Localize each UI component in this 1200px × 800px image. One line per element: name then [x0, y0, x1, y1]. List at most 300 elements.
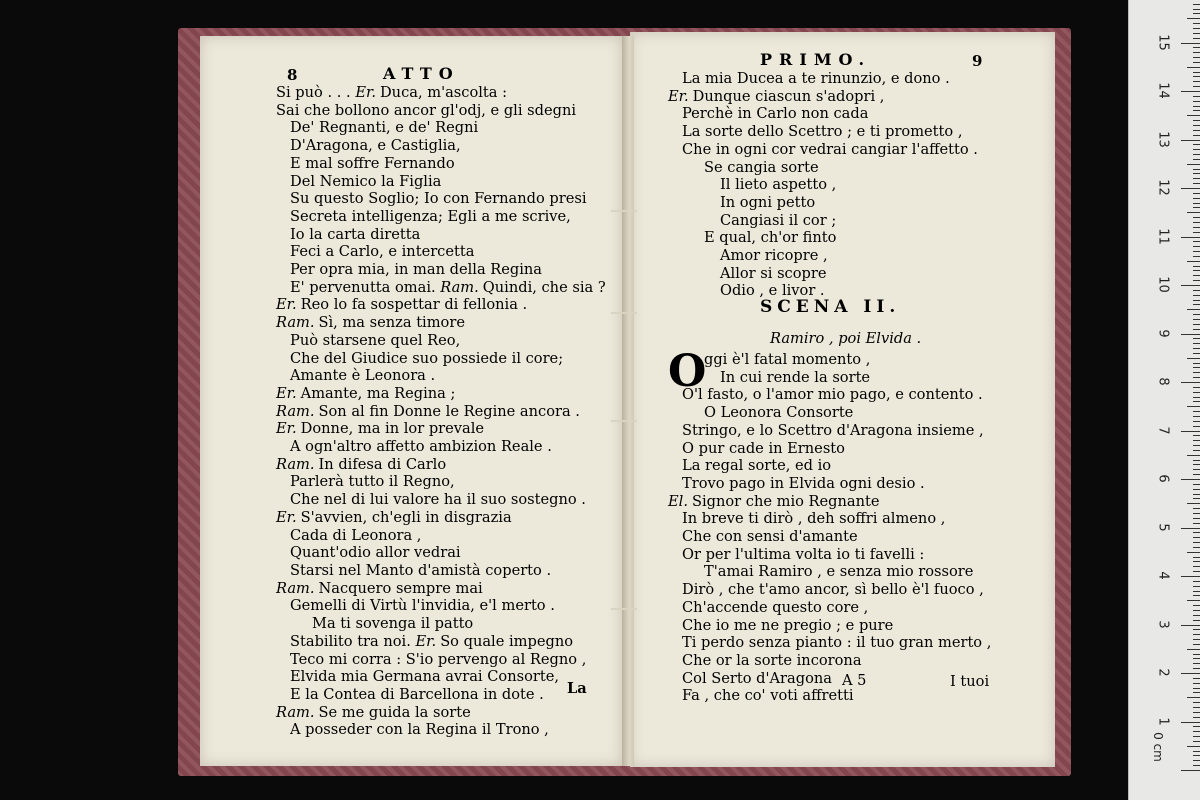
book-gutter — [622, 36, 634, 766]
ruler-tick — [1193, 668, 1200, 669]
ruler-tick — [1193, 557, 1200, 558]
speaker-label: Er. — [276, 420, 297, 438]
ruler-tick — [1187, 67, 1200, 68]
ruler-tick — [1193, 319, 1200, 320]
binding-stitch — [611, 420, 637, 422]
text-line — [276, 403, 606, 421]
ruler-tick — [1193, 275, 1200, 276]
right-page-text-bottom — [668, 346, 992, 705]
ruler-tick — [1187, 18, 1200, 19]
ruler-tick — [1193, 178, 1200, 179]
line-text: Su questo Soglio; Io con Fernando presi — [290, 190, 587, 208]
line-text: A posseder con la Regina il Trono , — [290, 721, 549, 739]
ruler-unit-label: 0 cm — [1150, 732, 1165, 762]
ruler-tick — [1193, 542, 1200, 543]
ruler-tick — [1193, 658, 1200, 659]
ruler-tick — [1193, 654, 1200, 655]
ruler-number: 4 — [1155, 571, 1171, 580]
ruler-tick — [1193, 173, 1200, 174]
ruler-tick — [1193, 4, 1200, 5]
ruler-tick — [1193, 639, 1200, 640]
ruler-tick — [1193, 135, 1200, 136]
ruler-tick — [1193, 571, 1200, 572]
line-text: Che in ogni cor vedrai cangiar l'affetto . — [682, 140, 978, 158]
text-line — [276, 633, 606, 651]
ruler-tick — [1187, 503, 1200, 504]
ruler-tick — [1193, 537, 1200, 538]
left-catchword: La — [567, 680, 587, 697]
right-running-head: PRIMO. — [760, 50, 872, 69]
ruler-tick — [1193, 367, 1200, 368]
text-line — [276, 385, 606, 403]
right-page-text-top — [668, 70, 978, 300]
speaker-label: El. — [668, 492, 688, 510]
line-text: Parlerà tutto il Regno, — [290, 473, 455, 491]
right-catchword: I tuoi — [950, 673, 990, 690]
line-text: S'avvien, ch'egli in disgrazia — [300, 508, 512, 526]
ruler-tick — [1193, 266, 1200, 267]
line-text: Duca, m'ascolta : — [379, 84, 508, 101]
ruler-tick — [1181, 382, 1200, 383]
ruler-tick — [1193, 57, 1200, 58]
line-text: Trovo pago in Elvida ogni desio . — [682, 474, 925, 492]
ruler-tick — [1193, 692, 1200, 693]
text-line — [668, 176, 978, 194]
ruler-tick — [1193, 81, 1200, 82]
ruler-tick — [1193, 566, 1200, 567]
text-line — [668, 528, 991, 546]
ruler-tick — [1181, 770, 1200, 771]
speaker-label: Er. — [276, 296, 297, 314]
text-line — [668, 351, 991, 369]
text-line — [668, 229, 978, 247]
ruler-tick — [1193, 47, 1200, 48]
ruler-tick — [1193, 193, 1200, 194]
line-text: E qual, ch'or finto — [704, 229, 837, 247]
text-line — [276, 261, 606, 279]
text-line — [276, 615, 606, 633]
line-text: Col Serto d'Aragona — [682, 669, 832, 687]
ruler-tick — [1193, 198, 1200, 199]
line-text: De' Regnanti, e de' Regni — [290, 119, 479, 137]
ruler-tick — [1193, 13, 1200, 14]
ruler-tick — [1193, 270, 1200, 271]
line-text: Reo lo fa sospettar di fellonia . — [300, 296, 528, 314]
speaker-label: Ram. — [276, 703, 315, 721]
ruler-tick — [1193, 523, 1200, 524]
text-line — [668, 88, 978, 106]
ruler-tick — [1193, 445, 1200, 446]
text-line — [276, 580, 606, 598]
ruler-tick — [1193, 586, 1200, 587]
ruler-number: 9 — [1155, 328, 1171, 338]
line-text: In difesa di Carlo — [318, 455, 447, 473]
line-text: Quant'odio allor vedrai — [290, 544, 461, 562]
text-line — [668, 212, 978, 230]
ruler-tick — [1193, 561, 1200, 562]
line-text: Feci a Carlo, e intercetta — [290, 243, 475, 261]
ruler-tick — [1181, 479, 1200, 480]
ruler-tick — [1193, 547, 1200, 548]
ruler-tick — [1187, 164, 1200, 165]
ruler-tick — [1193, 23, 1200, 24]
ruler-tick — [1181, 91, 1200, 92]
ruler-tick — [1193, 207, 1200, 208]
ruler-tick — [1193, 532, 1200, 533]
ruler-tick — [1193, 33, 1200, 34]
ruler-tick — [1193, 610, 1200, 611]
ruler-tick — [1193, 634, 1200, 635]
line-text: E mal soffre Fernando — [290, 154, 455, 172]
line-text: Son al fin Donne le Regine ancora . — [318, 402, 580, 420]
ruler-tick — [1193, 110, 1200, 111]
ruler-tick — [1193, 348, 1200, 349]
line-text: Che del Giudice suo possiede il core; — [290, 349, 564, 367]
text-line — [276, 668, 606, 686]
line-text: Secreta intelligenza; Egli a me scrive, — [290, 207, 571, 225]
ruler-tick — [1193, 605, 1200, 606]
ruler-tick — [1193, 295, 1200, 296]
text-line — [276, 84, 606, 102]
line-text: Starsi nel Manto d'amistà coperto . — [290, 561, 552, 579]
signature-mark: A 5 — [842, 672, 867, 689]
ruler-tick — [1181, 334, 1200, 335]
text-line — [276, 527, 606, 545]
line-text: Amante, ma Regina ; — [300, 384, 456, 402]
text-line — [668, 652, 991, 670]
ruler-tick — [1193, 498, 1200, 499]
ruler-number: 5 — [1155, 522, 1171, 532]
line-text: Dunque ciascun s'adopri , — [692, 87, 885, 105]
text-line — [668, 634, 991, 652]
line-text: O'l fasto, o l'amor mio pago, e contento . — [682, 386, 983, 404]
ruler-tick — [1193, 440, 1200, 441]
line-text: Fa , che co' voti affretti — [682, 687, 854, 705]
ruler-tick — [1181, 625, 1200, 626]
ruler-tick — [1187, 212, 1200, 213]
speaker-label: Ram. — [276, 579, 315, 597]
line-text: Che or la sorte incorona — [682, 651, 862, 669]
line-text: Elvida mia Germana avrai Consorte, — [290, 668, 559, 686]
ruler-tick — [1193, 397, 1200, 398]
text-line — [668, 617, 991, 635]
text-line — [276, 491, 606, 509]
text-line — [668, 194, 978, 212]
ruler-tick — [1193, 241, 1200, 242]
ruler-tick — [1193, 314, 1200, 315]
ruler-tick — [1193, 591, 1200, 592]
text-line — [668, 404, 991, 422]
line-text: Che io me ne pregio ; e pure — [682, 616, 894, 634]
ruler-tick — [1193, 489, 1200, 490]
left-running-head: ATTO — [383, 64, 460, 83]
text-line — [668, 510, 991, 528]
ruler-tick — [1193, 203, 1200, 204]
line-text: Può starsene quel Reo, — [290, 331, 461, 349]
text-line — [276, 721, 606, 739]
drop-cap: O — [668, 346, 707, 397]
line-text: La sorte dello Scettro ; e ti prometto , — [682, 123, 963, 141]
ruler-tick — [1193, 101, 1200, 102]
line-text: Or per l'ultima volta io ti favelli : — [682, 545, 925, 563]
speaker-label: Er. — [276, 508, 297, 526]
text-line — [668, 475, 991, 493]
ruler-tick — [1193, 508, 1200, 509]
ruler-tick — [1187, 746, 1200, 747]
text-line — [276, 137, 606, 155]
ruler-tick — [1187, 600, 1200, 601]
ruler-tick — [1193, 353, 1200, 354]
text-line — [668, 159, 978, 177]
text-line — [276, 119, 606, 137]
line-text: Che con sensi d'amante — [682, 528, 858, 546]
line-text: La mia Ducea a te rinunzio, e dono . — [682, 70, 950, 87]
scene-heading: SCENA II. — [760, 297, 901, 317]
ruler-tick — [1193, 154, 1200, 155]
ruler-tick — [1193, 678, 1200, 679]
ruler-tick — [1193, 416, 1200, 417]
line-text: Del Nemico la Figlia — [290, 172, 442, 190]
line-text: E' pervenutta omai. — [290, 278, 441, 296]
text-line — [276, 597, 606, 615]
line-text: In cui rende la sorte — [720, 368, 871, 386]
text-line — [668, 105, 978, 123]
ruler-tick — [1193, 159, 1200, 160]
text-line — [276, 420, 606, 438]
line-text: Cangiasi il cor ; — [720, 211, 837, 229]
text-line — [276, 350, 606, 368]
speaker-label: Er. — [668, 87, 689, 105]
line-text: Teco mi corra : S'io pervengo al Regno , — [290, 650, 587, 668]
ruler-tick — [1187, 406, 1200, 407]
measurement-ruler — [1128, 0, 1200, 800]
ruler-tick — [1193, 300, 1200, 301]
ruler-tick — [1193, 217, 1200, 218]
ruler-tick — [1181, 188, 1200, 189]
line-text: Il lieto aspetto , — [720, 176, 837, 194]
ruler-number: 10 — [1155, 276, 1171, 293]
ruler-tick — [1181, 431, 1200, 432]
ruler-tick — [1193, 620, 1200, 621]
line-text: Io la carta diretta — [290, 225, 421, 243]
ruler-tick — [1181, 43, 1200, 44]
ruler-tick — [1181, 285, 1200, 286]
speaker-label: Er. — [415, 632, 437, 650]
text-line — [668, 493, 991, 511]
text-line — [276, 562, 606, 580]
binding-stitch — [611, 312, 637, 314]
ruler-tick — [1193, 9, 1200, 10]
ruler-number: 12 — [1155, 179, 1171, 196]
line-text: E la Contea di Barcellona in dote . — [290, 685, 544, 703]
ruler-number: 3 — [1155, 619, 1171, 629]
ruler-tick — [1193, 513, 1200, 514]
right-page-number: 9 — [972, 52, 983, 70]
ruler-tick — [1193, 644, 1200, 645]
text-line — [668, 70, 978, 88]
ruler-tick — [1187, 697, 1200, 698]
ruler-tick — [1193, 581, 1200, 582]
text-line — [668, 457, 991, 475]
ruler-tick — [1193, 717, 1200, 718]
ruler-tick — [1193, 232, 1200, 233]
line-text: Ti perdo senza pianto : il tuo gran merto , — [682, 634, 992, 652]
ruler-tick — [1193, 426, 1200, 427]
ruler-tick — [1193, 731, 1200, 732]
text-line — [668, 265, 978, 283]
ruler-tick — [1193, 338, 1200, 339]
line-text: Dirò , che t'amo ancor, sì bello è'l fuoco , — [682, 581, 984, 599]
ruler-tick — [1187, 309, 1200, 310]
ruler-tick — [1193, 377, 1200, 378]
line-text: Se me guida la sorte — [318, 703, 471, 721]
text-line — [668, 670, 991, 688]
line-text: T'amai Ramiro , e senza mio rossore — [704, 563, 974, 581]
scene-characters: Ramiro , poi Elvida . — [770, 330, 922, 347]
ruler-tick — [1193, 149, 1200, 150]
text-line — [276, 102, 606, 120]
ruler-tick — [1193, 629, 1200, 630]
ruler-tick — [1181, 722, 1200, 723]
text-line — [668, 386, 991, 404]
line-text: O pur cade in Ernesto — [682, 439, 845, 457]
ruler-tick — [1193, 421, 1200, 422]
ruler-tick — [1193, 683, 1200, 684]
text-line — [668, 546, 991, 564]
ruler-tick — [1193, 256, 1200, 257]
ruler-tick — [1193, 222, 1200, 223]
ruler-tick — [1193, 28, 1200, 29]
text-line — [276, 456, 606, 474]
text-line — [276, 208, 606, 226]
line-text: Signor che mio Regnante — [691, 492, 880, 510]
line-text: Gemelli di Virtù l'invidia, e'l merto . — [290, 597, 555, 615]
ruler-tick — [1193, 615, 1200, 616]
speaker-label: Er. — [276, 384, 297, 402]
text-line — [668, 422, 991, 440]
ruler-tick — [1193, 372, 1200, 373]
text-line — [668, 599, 991, 617]
line-text: Nacquero sempre mai — [318, 579, 483, 597]
ruler-number: 1 — [1155, 716, 1171, 726]
text-line — [276, 544, 606, 562]
ruler-tick — [1193, 304, 1200, 305]
text-line — [668, 687, 991, 705]
line-text: In ogni petto — [720, 193, 816, 211]
ruler-tick — [1193, 329, 1200, 330]
ruler-tick — [1193, 72, 1200, 73]
text-line — [276, 243, 606, 261]
ruler-tick — [1193, 251, 1200, 252]
ruler-tick — [1193, 392, 1200, 393]
speaker-label: Ram. — [276, 455, 315, 473]
speaker-label: Ram. — [440, 278, 479, 296]
ruler-number: 8 — [1155, 377, 1171, 386]
ruler-tick — [1193, 712, 1200, 713]
ruler-number: 11 — [1155, 227, 1171, 245]
text-line — [276, 226, 606, 244]
line-text: Allor si scopre — [720, 264, 827, 282]
line-text: Amante è Leonora . — [290, 367, 436, 385]
ruler-number: 15 — [1155, 33, 1171, 51]
text-line — [276, 509, 606, 527]
ruler-tick — [1193, 324, 1200, 325]
text-line — [276, 190, 606, 208]
text-line — [668, 440, 991, 458]
ruler-tick — [1187, 261, 1200, 262]
text-line — [668, 563, 991, 581]
line-text: La regal sorte, ed io — [682, 457, 832, 475]
ruler-tick — [1193, 741, 1200, 742]
ruler-tick — [1193, 38, 1200, 39]
ruler-tick — [1187, 649, 1200, 650]
ruler-tick — [1193, 595, 1200, 596]
ruler-tick — [1193, 183, 1200, 184]
ruler-tick — [1193, 518, 1200, 519]
ruler-tick — [1193, 688, 1200, 689]
text-line — [276, 704, 606, 722]
text-line — [276, 367, 606, 385]
ruler-tick — [1193, 76, 1200, 77]
line-text: Perchè in Carlo non cada — [682, 105, 869, 123]
line-text: Che nel di lui valore ha il suo sostegno . — [290, 491, 586, 509]
text-line — [276, 314, 606, 332]
text-line — [276, 473, 606, 491]
ruler-tick — [1187, 552, 1200, 553]
text-line — [668, 369, 991, 387]
ruler-tick — [1193, 663, 1200, 664]
ruler-tick — [1193, 62, 1200, 63]
ruler-tick — [1193, 726, 1200, 727]
speaker-label: Er. — [355, 84, 376, 101]
line-text: ggi è'l fatal momento , — [704, 351, 871, 368]
ruler-tick — [1193, 290, 1200, 291]
text-line — [276, 155, 606, 173]
ruler-number: 13 — [1155, 130, 1171, 148]
ruler-tick — [1193, 387, 1200, 388]
text-line — [668, 141, 978, 159]
ruler-tick — [1181, 528, 1200, 529]
ruler-tick — [1193, 52, 1200, 53]
line-text: Quindi, che sia ? — [482, 278, 606, 296]
line-text: Sai che bollono ancor gl'odj, e gli sdegni — [276, 101, 577, 119]
line-text: Sì, ma senza timore — [318, 314, 465, 332]
ruler-tick — [1193, 401, 1200, 402]
text-line — [276, 686, 606, 704]
ruler-number: 6 — [1155, 474, 1171, 483]
text-line — [668, 581, 991, 599]
ruler-tick — [1181, 237, 1200, 238]
line-text: D'Aragona, e Castiglia, — [290, 137, 461, 155]
binding-stitch — [611, 210, 637, 212]
ruler-tick — [1193, 760, 1200, 761]
text-line — [668, 247, 978, 265]
binding-stitch — [611, 608, 637, 610]
ruler-tick — [1193, 86, 1200, 87]
line-text: In breve ti dirò , deh soffri almeno , — [682, 510, 946, 528]
line-text: Per opra mia, in man della Regina — [290, 261, 543, 279]
ruler-tick — [1193, 755, 1200, 756]
text-line — [668, 123, 978, 141]
ruler-tick — [1193, 130, 1200, 131]
line-text: Si può . . . — [276, 84, 356, 101]
ruler-tick — [1193, 494, 1200, 495]
line-text: Stringo, e lo Scettro d'Aragona insieme , — [682, 421, 984, 439]
speaker-label: Ram. — [276, 402, 315, 420]
line-text: So quale impegno — [440, 632, 574, 650]
ruler-tick — [1193, 343, 1200, 344]
line-text: A ogn'altro affetto ambizion Reale . — [290, 438, 552, 456]
